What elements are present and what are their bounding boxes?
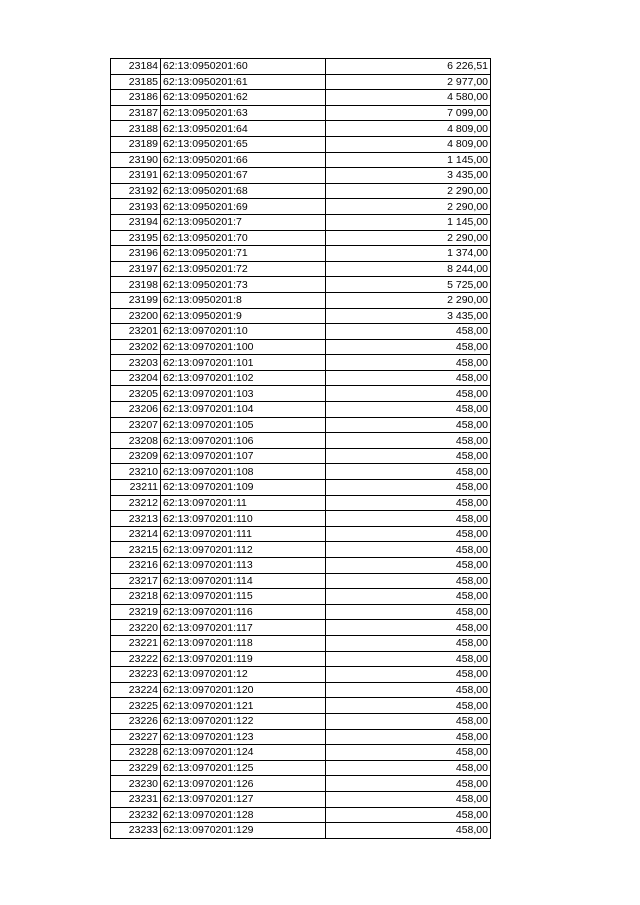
value-cell: 2 290,00 — [326, 183, 491, 199]
value-cell: 2 977,00 — [326, 74, 491, 90]
value-cell: 458,00 — [326, 433, 491, 449]
value-cell: 458,00 — [326, 542, 491, 558]
value-cell: 458,00 — [326, 480, 491, 496]
cadastral-number-cell: 62:13:0970201:124 — [161, 745, 326, 761]
row-number-cell: 23227 — [111, 729, 161, 745]
table-row — [111, 402, 491, 418]
value-cell: 4 809,00 — [326, 136, 491, 152]
cadastral-number-cell: 62:13:0970201:128 — [161, 807, 326, 823]
value-cell: 7 099,00 — [326, 105, 491, 121]
value-cell: 5 725,00 — [326, 277, 491, 293]
cadastral-number-cell: 62:13:0970201:117 — [161, 620, 326, 636]
row-number-cell: 23211 — [111, 480, 161, 496]
value-cell: 458,00 — [326, 776, 491, 792]
row-number-cell: 23215 — [111, 542, 161, 558]
table-row — [111, 635, 491, 651]
cadastral-number-cell: 62:13:0970201:123 — [161, 729, 326, 745]
value-cell: 3 435,00 — [326, 308, 491, 324]
cadastral-number-cell: 62:13:0970201:118 — [161, 635, 326, 651]
table-row — [111, 199, 491, 215]
value-cell: 458,00 — [326, 417, 491, 433]
value-cell: 1 145,00 — [326, 214, 491, 230]
row-number-cell: 23193 — [111, 199, 161, 215]
row-number-cell: 23209 — [111, 448, 161, 464]
registry-table-body — [111, 59, 491, 839]
value-cell: 458,00 — [326, 604, 491, 620]
value-cell: 458,00 — [326, 589, 491, 605]
table-row — [111, 230, 491, 246]
value-cell: 458,00 — [326, 745, 491, 761]
cadastral-number-cell: 62:13:0950201:68 — [161, 183, 326, 199]
value-cell: 8 244,00 — [326, 261, 491, 277]
cadastral-number-cell: 62:13:0950201:65 — [161, 136, 326, 152]
row-number-cell: 23225 — [111, 698, 161, 714]
value-cell: 458,00 — [326, 807, 491, 823]
row-number-cell: 23200 — [111, 308, 161, 324]
value-cell: 458,00 — [326, 558, 491, 574]
table-row — [111, 105, 491, 121]
cadastral-number-cell: 62:13:0970201:112 — [161, 542, 326, 558]
row-number-cell: 23219 — [111, 604, 161, 620]
cadastral-number-cell: 62:13:0950201:60 — [161, 59, 326, 75]
value-cell: 458,00 — [326, 791, 491, 807]
row-number-cell: 23201 — [111, 324, 161, 340]
table-row — [111, 386, 491, 402]
table-row — [111, 355, 491, 371]
row-number-cell: 23230 — [111, 776, 161, 792]
table-row — [111, 807, 491, 823]
cadastral-number-cell: 62:13:0970201:12 — [161, 667, 326, 683]
table-row — [111, 417, 491, 433]
table-row — [111, 152, 491, 168]
table-row — [111, 433, 491, 449]
table-row — [111, 214, 491, 230]
table-row — [111, 713, 491, 729]
value-cell: 458,00 — [326, 667, 491, 683]
value-cell: 458,00 — [326, 635, 491, 651]
table-row — [111, 90, 491, 106]
row-number-cell: 23192 — [111, 183, 161, 199]
value-cell: 458,00 — [326, 651, 491, 667]
table-row — [111, 495, 491, 511]
table-row — [111, 745, 491, 761]
cadastral-number-cell: 62:13:0970201:122 — [161, 713, 326, 729]
value-cell: 458,00 — [326, 573, 491, 589]
row-number-cell: 23228 — [111, 745, 161, 761]
table-row — [111, 292, 491, 308]
row-number-cell: 23189 — [111, 136, 161, 152]
value-cell: 1 374,00 — [326, 246, 491, 262]
table-row — [111, 620, 491, 636]
cadastral-number-cell: 62:13:0950201:67 — [161, 168, 326, 184]
value-cell: 4 809,00 — [326, 121, 491, 137]
table-row — [111, 308, 491, 324]
value-cell: 458,00 — [326, 495, 491, 511]
row-number-cell: 23198 — [111, 277, 161, 293]
table-row — [111, 760, 491, 776]
row-number-cell: 23205 — [111, 386, 161, 402]
cadastral-number-cell: 62:13:0950201:7 — [161, 214, 326, 230]
cadastral-number-cell: 62:13:0970201:104 — [161, 402, 326, 418]
value-cell: 458,00 — [326, 511, 491, 527]
value-cell: 458,00 — [326, 448, 491, 464]
value-cell: 458,00 — [326, 698, 491, 714]
table-row — [111, 604, 491, 620]
table-row — [111, 542, 491, 558]
cadastral-number-cell: 62:13:0950201:66 — [161, 152, 326, 168]
row-number-cell: 23203 — [111, 355, 161, 371]
row-number-cell: 23210 — [111, 464, 161, 480]
value-cell: 458,00 — [326, 402, 491, 418]
row-number-cell: 23232 — [111, 807, 161, 823]
cadastral-number-cell: 62:13:0950201:8 — [161, 292, 326, 308]
row-number-cell: 23191 — [111, 168, 161, 184]
cadastral-number-cell: 62:13:0950201:70 — [161, 230, 326, 246]
cadastral-number-cell: 62:13:0970201:116 — [161, 604, 326, 620]
table-row — [111, 589, 491, 605]
table-row — [111, 729, 491, 745]
row-number-cell: 23195 — [111, 230, 161, 246]
row-number-cell: 23221 — [111, 635, 161, 651]
table-row — [111, 370, 491, 386]
table-row — [111, 667, 491, 683]
value-cell: 3 435,00 — [326, 168, 491, 184]
cadastral-number-cell: 62:13:0970201:126 — [161, 776, 326, 792]
cadastral-number-cell: 62:13:0970201:108 — [161, 464, 326, 480]
row-number-cell: 23217 — [111, 573, 161, 589]
table-row — [111, 823, 491, 839]
row-number-cell: 23186 — [111, 90, 161, 106]
cadastral-number-cell: 62:13:0970201:107 — [161, 448, 326, 464]
row-number-cell: 23222 — [111, 651, 161, 667]
cadastral-number-cell: 62:13:0970201:105 — [161, 417, 326, 433]
cadastral-number-cell: 62:13:0950201:69 — [161, 199, 326, 215]
table-row — [111, 74, 491, 90]
table-row — [111, 59, 491, 75]
table-row — [111, 339, 491, 355]
cadastral-number-cell: 62:13:0970201:125 — [161, 760, 326, 776]
row-number-cell: 23216 — [111, 558, 161, 574]
row-number-cell: 23224 — [111, 682, 161, 698]
table-row — [111, 121, 491, 137]
row-number-cell: 23218 — [111, 589, 161, 605]
table-row — [111, 573, 491, 589]
row-number-cell: 23187 — [111, 105, 161, 121]
cadastral-number-cell: 62:13:0950201:73 — [161, 277, 326, 293]
value-cell: 458,00 — [326, 760, 491, 776]
cadastral-number-cell: 62:13:0950201:63 — [161, 105, 326, 121]
cadastral-number-cell: 62:13:0970201:114 — [161, 573, 326, 589]
table-row — [111, 324, 491, 340]
row-number-cell: 23233 — [111, 823, 161, 839]
row-number-cell: 23197 — [111, 261, 161, 277]
value-cell: 6 226,51 — [326, 59, 491, 75]
cadastral-number-cell: 62:13:0950201:9 — [161, 308, 326, 324]
table-row — [111, 448, 491, 464]
value-cell: 458,00 — [326, 386, 491, 402]
table-row — [111, 261, 491, 277]
table-row — [111, 511, 491, 527]
cadastral-number-cell: 62:13:0970201:109 — [161, 480, 326, 496]
table-row — [111, 698, 491, 714]
value-cell: 458,00 — [326, 355, 491, 371]
table-row — [111, 651, 491, 667]
table-row — [111, 791, 491, 807]
cadastral-number-cell: 62:13:0970201:119 — [161, 651, 326, 667]
cadastral-number-cell: 62:13:0970201:100 — [161, 339, 326, 355]
cadastral-number-cell: 62:13:0970201:127 — [161, 791, 326, 807]
table-row — [111, 776, 491, 792]
value-cell: 2 290,00 — [326, 230, 491, 246]
cadastral-number-cell: 62:13:0970201:110 — [161, 511, 326, 527]
row-number-cell: 23185 — [111, 74, 161, 90]
cadastral-number-cell: 62:13:0950201:72 — [161, 261, 326, 277]
row-number-cell: 23231 — [111, 791, 161, 807]
value-cell: 2 290,00 — [326, 292, 491, 308]
cadastral-number-cell: 62:13:0970201:111 — [161, 526, 326, 542]
value-cell: 1 145,00 — [326, 152, 491, 168]
value-cell: 458,00 — [326, 682, 491, 698]
row-number-cell: 23220 — [111, 620, 161, 636]
cadastral-number-cell: 62:13:0970201:10 — [161, 324, 326, 340]
cadastral-number-cell: 62:13:0970201:11 — [161, 495, 326, 511]
table-row — [111, 136, 491, 152]
cadastral-number-cell: 62:13:0970201:113 — [161, 558, 326, 574]
row-number-cell: 23188 — [111, 121, 161, 137]
value-cell: 4 580,00 — [326, 90, 491, 106]
value-cell: 2 290,00 — [326, 199, 491, 215]
cadastral-number-cell: 62:13:0950201:61 — [161, 74, 326, 90]
table-row — [111, 558, 491, 574]
cadastral-number-cell: 62:13:0970201:102 — [161, 370, 326, 386]
cadastral-number-cell: 62:13:0970201:129 — [161, 823, 326, 839]
cadastral-number-cell: 62:13:0970201:121 — [161, 698, 326, 714]
table-row — [111, 526, 491, 542]
row-number-cell: 23190 — [111, 152, 161, 168]
row-number-cell: 23226 — [111, 713, 161, 729]
value-cell: 458,00 — [326, 464, 491, 480]
table-row — [111, 246, 491, 262]
cadastral-number-cell: 62:13:0950201:62 — [161, 90, 326, 106]
cadastral-number-cell: 62:13:0970201:115 — [161, 589, 326, 605]
row-number-cell: 23202 — [111, 339, 161, 355]
row-number-cell: 23204 — [111, 370, 161, 386]
row-number-cell: 23208 — [111, 433, 161, 449]
cadastral-number-cell: 62:13:0970201:120 — [161, 682, 326, 698]
row-number-cell: 23207 — [111, 417, 161, 433]
row-number-cell: 23184 — [111, 59, 161, 75]
row-number-cell: 23194 — [111, 214, 161, 230]
table-row — [111, 183, 491, 199]
registry-table — [110, 58, 491, 839]
row-number-cell: 23223 — [111, 667, 161, 683]
row-number-cell: 23212 — [111, 495, 161, 511]
value-cell: 458,00 — [326, 324, 491, 340]
row-number-cell: 23199 — [111, 292, 161, 308]
row-number-cell: 23196 — [111, 246, 161, 262]
value-cell: 458,00 — [326, 713, 491, 729]
value-cell: 458,00 — [326, 370, 491, 386]
row-number-cell: 23214 — [111, 526, 161, 542]
value-cell: 458,00 — [326, 339, 491, 355]
cadastral-number-cell: 62:13:0950201:64 — [161, 121, 326, 137]
table-row — [111, 480, 491, 496]
value-cell: 458,00 — [326, 526, 491, 542]
value-cell: 458,00 — [326, 823, 491, 839]
table-row — [111, 168, 491, 184]
cadastral-number-cell: 62:13:0970201:106 — [161, 433, 326, 449]
row-number-cell: 23229 — [111, 760, 161, 776]
cadastral-number-cell: 62:13:0950201:71 — [161, 246, 326, 262]
value-cell: 458,00 — [326, 729, 491, 745]
table-row — [111, 464, 491, 480]
table-row — [111, 277, 491, 293]
cadastral-number-cell: 62:13:0970201:103 — [161, 386, 326, 402]
row-number-cell: 23206 — [111, 402, 161, 418]
table-row — [111, 682, 491, 698]
row-number-cell: 23213 — [111, 511, 161, 527]
cadastral-number-cell: 62:13:0970201:101 — [161, 355, 326, 371]
value-cell: 458,00 — [326, 620, 491, 636]
